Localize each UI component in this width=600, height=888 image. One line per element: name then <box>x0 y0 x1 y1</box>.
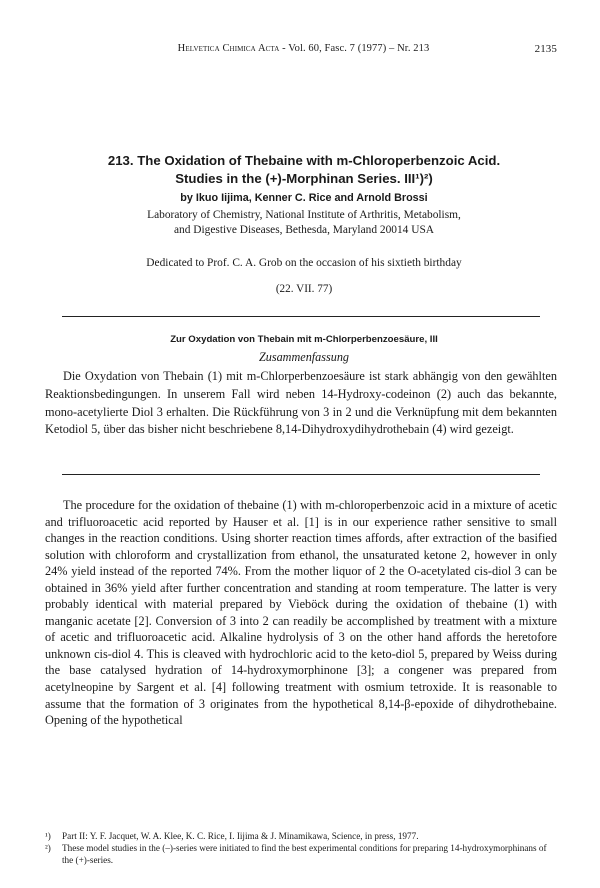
running-head-citation <box>50 43 557 54</box>
abstract-paragraph: Die Oxydation von Thebain (1) mit m-Chlorperbenzoesäure ist stark abhängig von den gewählten Reaktionsbedingungen. In unserem Fall wird neben 14-Hydroxy-codeinon (2) auch das bekannte, mono-acetylierte Diol 3 erhalten. Die Rückführung von 3 in 2 und die Verknüpfung mit dem bekannten Ketodiol 5, über das bisher nicht beschriebene 8,14-Dihydroxydihydrothebain (4) wird gezeigt. <box>45 369 557 437</box>
affiliation <box>60 208 548 237</box>
journal-name: Helvetica Chimica Acta <box>177 43 280 54</box>
footnote-2-mark: ²) <box>45 843 51 853</box>
abstract-top-rule <box>62 316 540 317</box>
abstract-title: Zur Oxydation von Thebain mit m-Chlorperbenzoesäure, III <box>170 334 438 345</box>
footnote-1-mark: ¹) <box>45 831 51 841</box>
footnote-2 <box>45 842 557 866</box>
author-list: by Ikuo Iijima, Kenner C. Rice and Arnold Brossi <box>180 192 428 204</box>
footnote-2-text: These model studies in the (–)-series were initiated to find the best experimental conditions for preparing 14-hydroxymorphinans of the (+)-series. <box>62 843 547 865</box>
footnote-1-text: Part II: Y. F. Jacquet, W. A. Klee, K. C. Rice, I. Iijima & J. Minamikawa, Science, in press, 1977. <box>62 831 419 841</box>
running-head <box>50 43 557 57</box>
journal-issue: Vol. 60, Fasc. 7 (1977) – Nr. 213 <box>288 43 430 54</box>
article-title <box>60 152 548 188</box>
main-text <box>45 497 557 729</box>
footnote-1 <box>45 830 557 842</box>
abstract-bottom-rule <box>62 474 540 475</box>
affiliation-line-1: Laboratory of Chemistry, National Institute of Arthritis, Metabolism, <box>147 209 461 221</box>
title-line-1: 213. The Oxidation of Thebaine with m-Chloroperbenzoic Acid. <box>107 153 501 168</box>
affiliation-line-2: and Digestive Diseases, Bethesda, Maryland 20014 USA <box>173 223 435 236</box>
footnotes <box>45 830 557 866</box>
page-number: 2135 <box>534 43 557 55</box>
body-paragraph-1: The procedure for the oxidation of thebaine (1) with m-chloroperbenzoic acid in a mixture of acetic and trifluoroacetic acid reported by Hauser et al. [1] is in our experience rather sensitive to small changes in the reaction conditions. Using shorter reaction times affords, after extraction of the basified solution with chloroform and crystallization from ethanol, the unsaturated ketone 2, however in only 24% yield instead of the reported 74%. From the mother liquor of 2 the O-acetylated cis-diol 3 can be obtained in 36% yield after further concentration and standing at room temperature. The latter is very probably identical with material prepared by Vieböck during the oxidation of thebaine (1) with manganic acetate [2]. Conversion of 3 into 2 can readily be accomplished by treatment with a mixture of acetic and trifluoroacetic acid. Alkaline hydrolysis of 3 on the other hand affords the heretofore unknown cis-diol 4. This is cleaved with hydrochloric acid to the keto-diol 5, prepared by Weiss during the base catalysed hydration of 14-hydroxymorphinone [3]; a congener was prepared from acetylneopine by Sargent et al. [4] following treatment with osmium tetroxide. It is reasonable to assume that the formation of 3 originates from the hypothetical 8,14-β-epoxide of dihydrothebaine. Opening of the hypothetical <box>45 498 557 728</box>
date-received: (22. VII. 77) <box>275 283 333 295</box>
abstract-heading: Zusammenfassung <box>258 350 350 364</box>
header-separator: - <box>282 43 289 54</box>
title-line-2: Studies in the (+)-Morphinan Series. III¹)²) <box>175 171 433 186</box>
abstract-text <box>45 368 557 439</box>
dedication: Dedicated to Prof. C. A. Grob on the occasion of his sixtieth birthday <box>146 257 462 269</box>
